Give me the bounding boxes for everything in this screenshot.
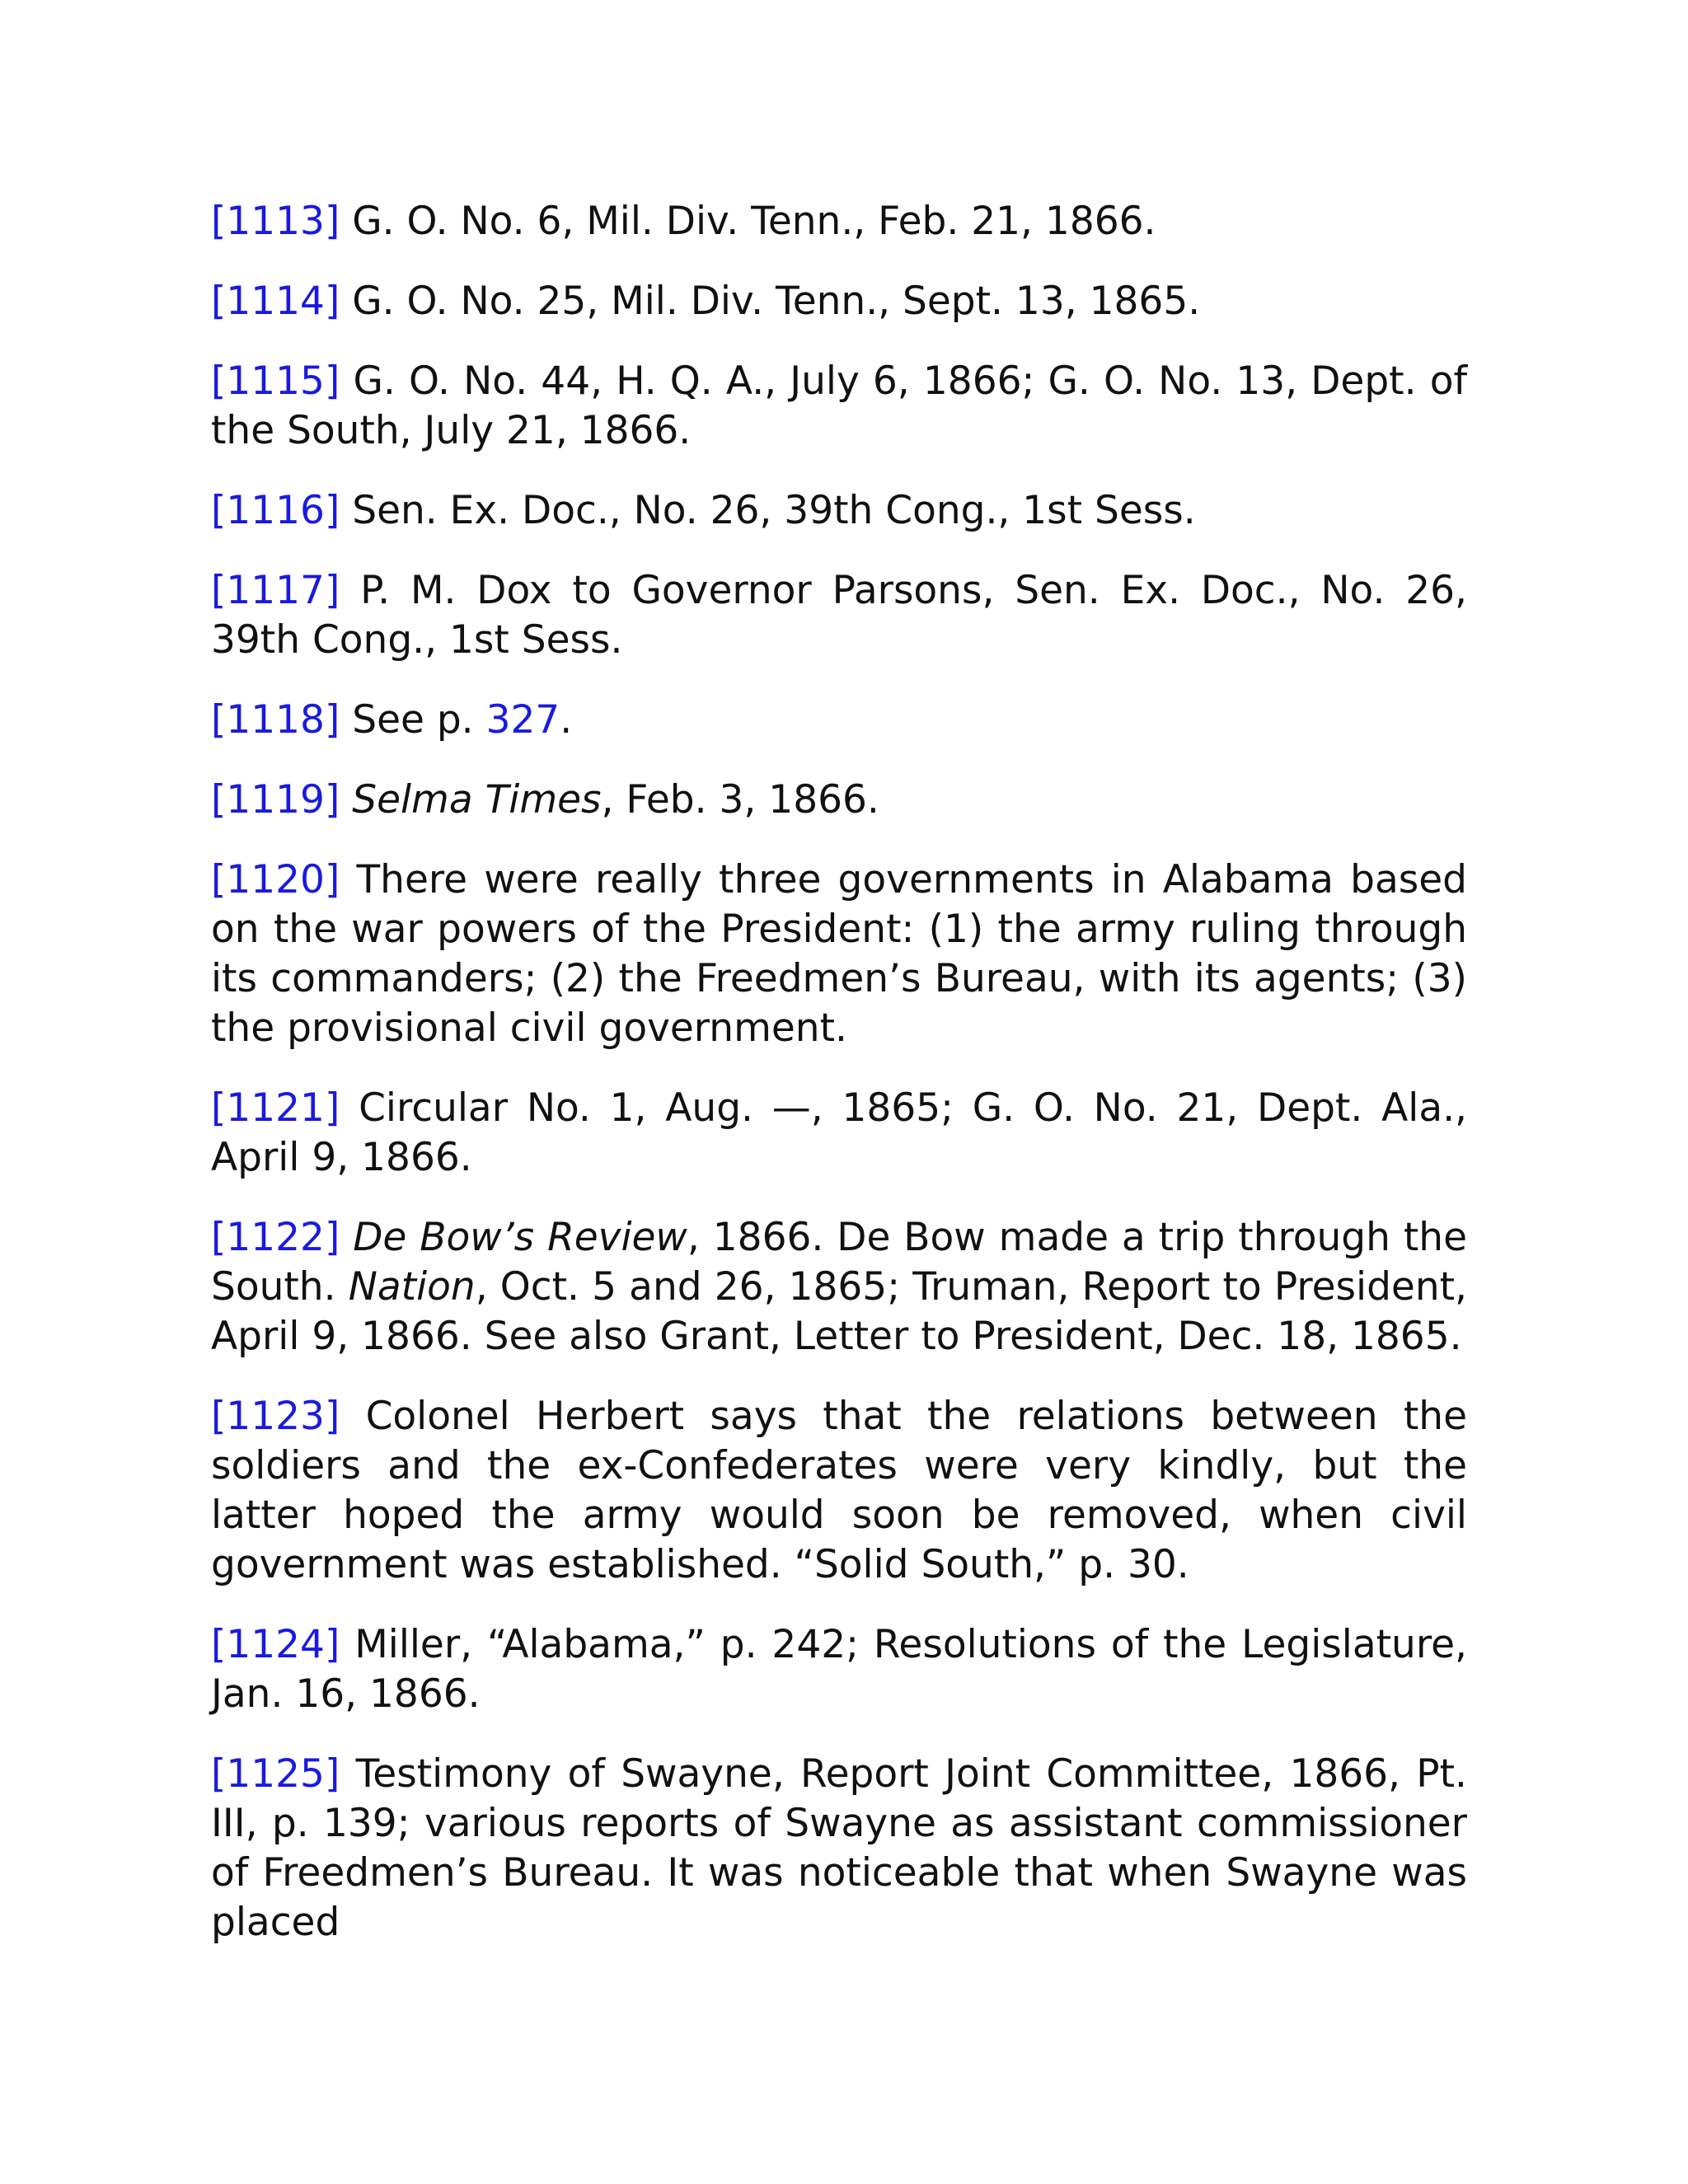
footnote-text: G. O. No. 6, Mil. Div. Tenn., Feb. 21, 1866. (340, 199, 1156, 244)
footnote-1116 (211, 486, 1467, 536)
footnote-ref-link[interactable]: [1117] (211, 568, 340, 613)
footnote-text: P. M. Dox to Governor Parsons, Sen. Ex. Doc., No. 26, 39th Cong., 1st Sess. (211, 568, 1467, 663)
footnote-text: , Oct. 5 and 26, 1865; Truman, Report to President, April 9, 1866. See also Grant, Letter to President, Dec. 18, 1865. (211, 1264, 1467, 1359)
footnote-1114 (211, 277, 1467, 326)
footnote-1124 (211, 1620, 1467, 1719)
footnote-italic-title: Selma Times (352, 777, 602, 823)
footnote-ref-link[interactable]: [1114] (211, 279, 340, 324)
footnote-text: , Feb. 3, 1866. (601, 777, 879, 823)
footnote-1113 (211, 197, 1467, 246)
footnote-1123 (211, 1392, 1467, 1590)
page-link[interactable]: 327 (485, 697, 560, 743)
footnote-ref-link[interactable]: [1118] (211, 697, 340, 743)
footnote-1122 (211, 1213, 1467, 1361)
footnote-text: Testimony of Swayne, Report Joint Committee, 1866, Pt. III, p. 139; various reports of Swayne as assistant commissioner of Freedmen’s Bureau. It was noticeable that when Swayne was placed (211, 1751, 1467, 1945)
footnote-1115 (211, 357, 1467, 456)
footnote-ref-link[interactable]: [1116] (211, 488, 340, 533)
footnote-text: See p. (340, 697, 486, 743)
footnote-1118 (211, 696, 1467, 745)
footnote-ref-link[interactable]: [1123] (211, 1394, 340, 1439)
footnote-text: Miller, “Alabama,” p. 242; Resolutions of the Legislature, Jan. 16, 1866. (211, 1622, 1467, 1717)
footnote-1121 (211, 1084, 1467, 1183)
footnote-1120 (211, 855, 1467, 1053)
footnote-text: G. O. No. 25, Mil. Div. Tenn., Sept. 13, 1865. (340, 279, 1201, 324)
footnote-1125 (211, 1750, 1467, 1947)
footnotes-page (211, 197, 1467, 1978)
footnote-italic-title: Nation (348, 1264, 476, 1310)
footnote-ref-link[interactable]: [1122] (211, 1215, 340, 1260)
footnote-1117 (211, 566, 1467, 665)
footnote-text: Colonel Herbert says that the relations between the soldiers and the ex-Confederates were very kindly, but the latter hoped the army would soon be removed, when civil government was established. “Solid South,” p. 30. (211, 1394, 1467, 1587)
footnote-text: G. O. No. 44, H. Q. A., July 6, 1866; G. O. No. 13, Dept. of the South, July 21, 1866. (211, 359, 1467, 453)
footnote-text: Sen. Ex. Doc., No. 26, 39th Cong., 1st Sess. (340, 488, 1196, 533)
footnote-ref-link[interactable]: [1119] (211, 777, 340, 823)
footnote-ref-link[interactable]: [1115] (211, 359, 340, 404)
footnote-ref-link[interactable]: [1113] (211, 199, 340, 244)
footnote-text: Circular No. 1, Aug. —, 1865; G. O. No. 21, Dept. Ala., April 9, 1866. (211, 1085, 1467, 1180)
footnote-ref-link[interactable]: [1125] (211, 1751, 340, 1797)
footnote-text: , 1866. De Bow made a trip through the South. (211, 1215, 1467, 1310)
footnote-text: There were really three governments in Alabama based on the war powers of the President: (1) the army ruling through its commanders; (2) the Freedmen’s Bureau, with its agents; (3) the provisional civil government. (211, 857, 1467, 1051)
footnote-ref-link[interactable]: [1121] (211, 1085, 340, 1131)
footnote-ref-link[interactable]: [1124] (211, 1622, 340, 1667)
footnote-ref-link[interactable]: [1120] (211, 857, 340, 902)
footnote-1119 (211, 776, 1467, 825)
footnote-italic-title: De Bow’s Review (353, 1215, 687, 1260)
footnote-text: . (560, 697, 573, 743)
